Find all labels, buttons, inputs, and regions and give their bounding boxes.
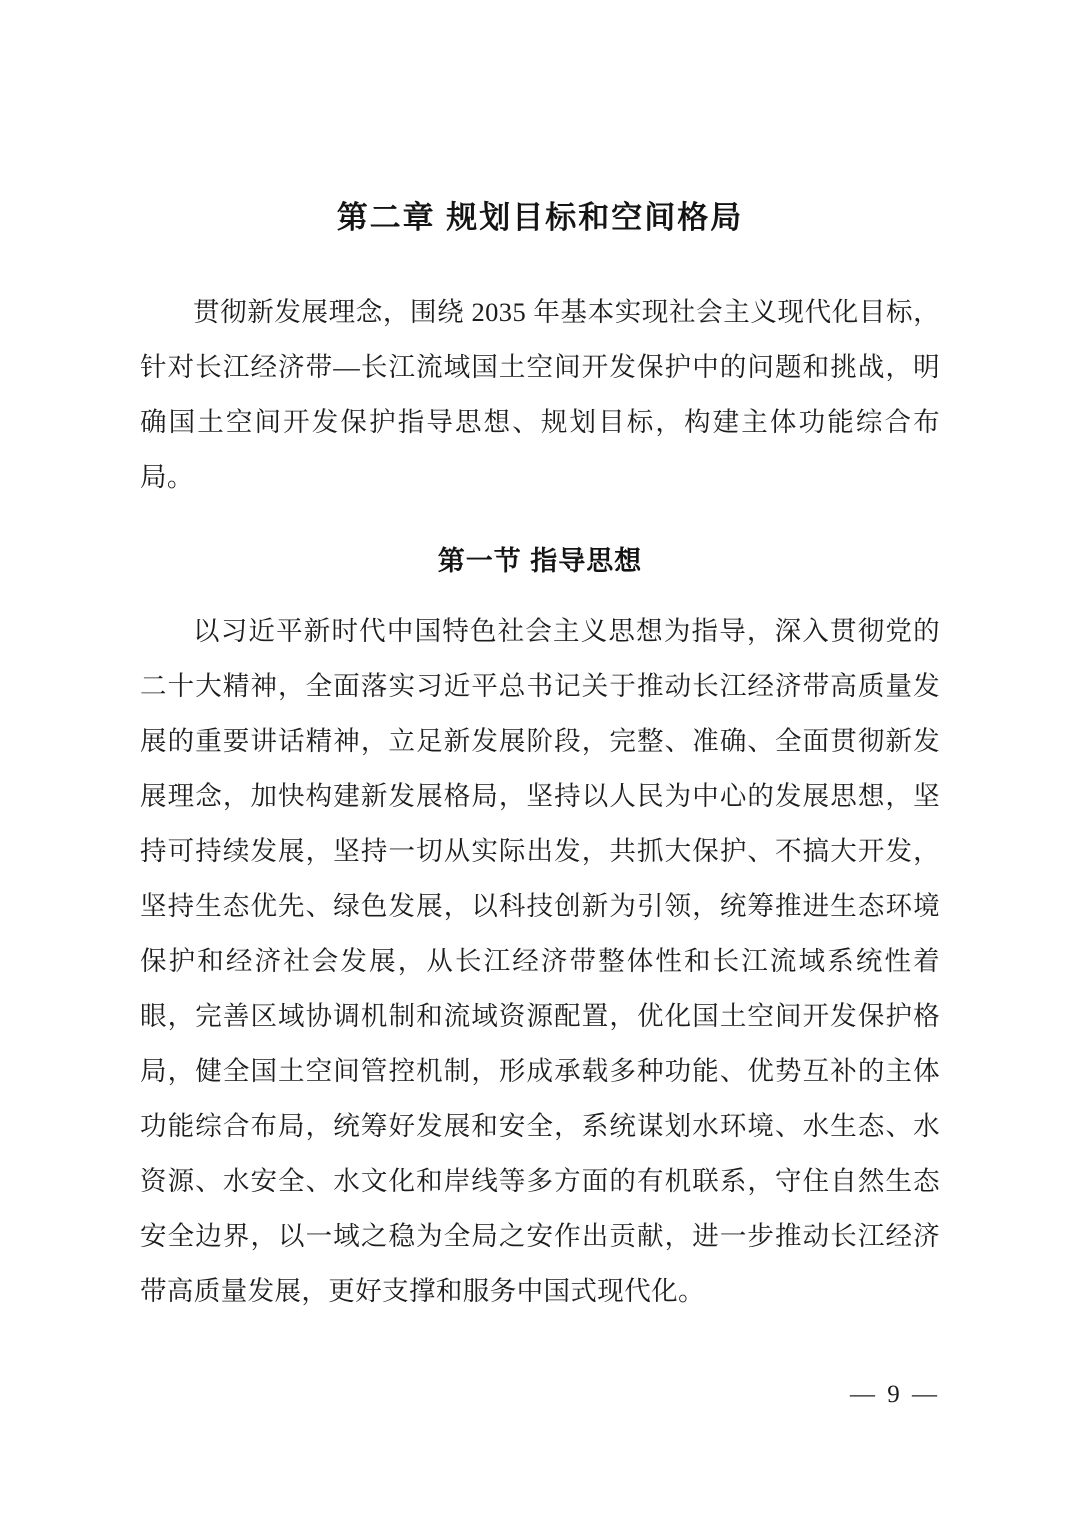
page-content bbox=[140, 196, 940, 1337]
page-number: — 9 — bbox=[850, 1381, 940, 1408]
intro-paragraph: 贯彻新发展理念，围绕 2035 年基本实现社会主义现代化目标，针对长江经济带—长江流域国土空间开发保护中的问题和挑战，明确国土空间开发保护指导思想、规划目标，构建主体功能综合布局。 bbox=[140, 297, 940, 493]
section-title: 第一节 指导思想 bbox=[437, 546, 643, 577]
chapter-title: 第二章 规划目标和空间格局 bbox=[336, 200, 744, 235]
section-paragraph: 以习近平新时代中国特色社会主义思想为指导，深入贯彻党的二十大精神，全面落实习近平总书记关于推动长江经济带高质量发展的重要讲话精神，立足新发展阶段，完整、准确、全面贯彻新发展理念，加快构建新发展格局，坚持以人民为中心的发展思想，坚持可持续发展，坚持一切从实际出发，共抓大保护、不搞大开发，坚持生态优先、绿色发展，以科技创新为引领，统筹推进生态环境保护和经济社会发展，从长江经济带整体性和长江流域系统性着眼，完善区域协调机制和流域资源配置，优化国土空间开发保护格局，健全国土空间管控机制，形成承载多种功能、优势互补的主体功能综合布局，统筹好发展和安全，系统谋划水环境、水生态、水资源、水安全、水文化和岸线等多方面的有机联系，守住自然生态安全边界，以一域之稳为全局之安作出贡献，进一步推动长江经济带高质量发展，更好支撑和服务中国式现代化。 bbox=[140, 616, 940, 1307]
